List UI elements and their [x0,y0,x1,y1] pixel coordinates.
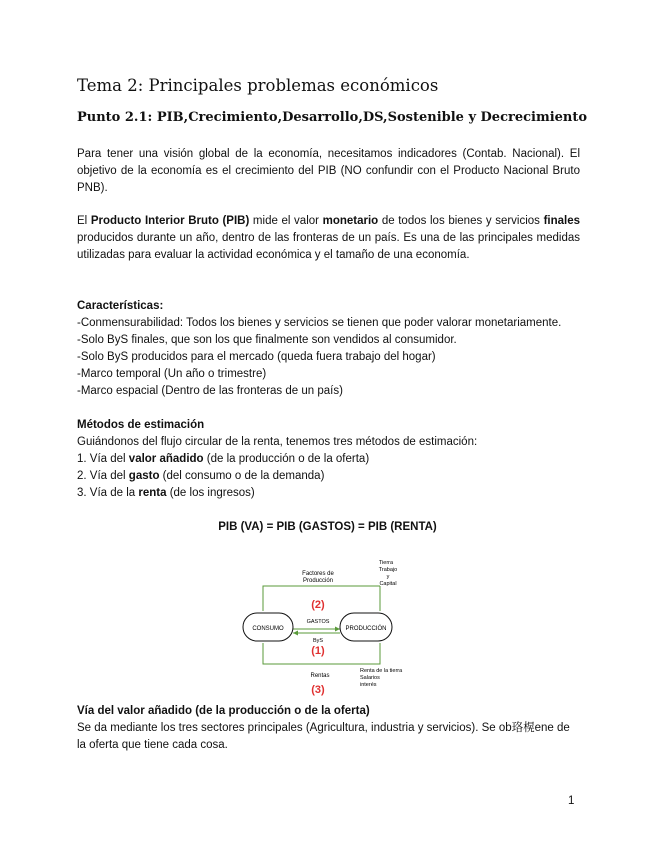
pib-bold-2: monetario [322,215,379,227]
rentas-label: Rentas [310,673,330,679]
pib-text-4: producidos durante un año, dentro de las fronteras de un país. Es una de las principales medidas utilizadas para evaluar la actividad económica y el tamaño de una economía. [77,232,580,261]
interes-label: interés [360,682,377,688]
pib-equation: PIB (VA) = PIB (GASTOS) = PIB (RENTA) [218,521,437,533]
pib-text-3: de todos los bienes y servicios [378,215,544,227]
pib-bold-1: Producto Interior Bruto (PIB) [90,215,250,227]
produccion-label: PRODUCCIÓN [345,626,387,632]
bys-label: ByS [312,638,324,644]
method-2-pre: 2. Vía del [77,470,129,482]
gastos-label: GASTOS [306,619,330,625]
page-number: 1 [568,795,575,807]
methods-heading: Métodos de estimación [77,419,205,431]
method-3-post: (de los ingresos) [166,487,255,499]
intro-paragraph: Para tener una visión global de la economía, necesitamos indicadores (Contab. Nacional). El objetivo de la economía es el crecimiento del PIB (NO confundir con el Producto Nacional Bruto PNB). [77,148,580,194]
tierra-label: Tierra [378,560,394,566]
capital-label: Capital [379,581,397,587]
arrowhead-icon [293,631,298,636]
y-label: y [386,574,390,580]
pib-definition-paragraph [77,213,580,264]
va-section-text: Se da mediante los tres sectores principales (Agricultura, industria y servicios). Se ob珞榥ene de la oferta que tiene cada cosa. [77,722,570,751]
characteristic-item: -Marco espacial (Dentro de las fronteras de un país) [77,385,343,397]
pib-bold-3: finales [543,215,580,227]
factores-label: Factores de [302,571,334,577]
page-title: Tema 2: Principales problemas económicos [77,76,439,95]
salarios-label: Salarios [360,675,380,681]
method-3-bold: renta [138,487,167,499]
method-1-post: (de la producción o de la oferta) [203,453,370,465]
characteristic-item: -Solo ByS producidos para el mercado (queda fuera trabajo del hogar) [77,351,436,363]
renta-tierra-label: Renta de la tierra [360,668,403,674]
method-1-bold: valor añadido [128,453,204,465]
method-2-bold: gasto [128,470,160,482]
characteristic-item: -Solo ByS finales, que son los que finalmente son vendidos al consumidor. [77,334,457,346]
method-3-pre: 3. Vía de la [77,487,139,499]
methods-intro: Guiándonos del flujo circular de la renta, tenemos tres métodos de estimación: [77,436,478,448]
pib-text-1: El [77,215,91,227]
marker-1: (1) [311,645,325,657]
va-section-heading: Vía del valor añadido (de la producción o de la oferta) [77,705,370,717]
characteristics-heading: Características: [77,300,164,312]
method-item-2 [77,468,324,485]
marker-2: (2) [311,599,325,611]
method-1-pre: 1. Vía del [77,453,129,465]
characteristic-item: -Conmensurabilidad: Todos los bienes y servicios se tienen que poder valorar monetariamente. [77,317,562,329]
method-2-post: (del consumo o de la demanda) [159,470,325,482]
characteristic-item: -Marco temporal (Un año o trimestre) [77,368,267,380]
factores-label-2: Producción [302,578,334,584]
method-item-3 [77,485,255,502]
consumo-label: CONSUMO [252,626,284,632]
circular-flow-diagram [238,553,438,698]
trabajo-label: Trabajo [378,567,398,573]
pib-text-2: mide el valor [249,215,323,227]
marker-3: (3) [311,684,325,696]
arrowhead-icon [335,627,340,632]
method-item-1 [77,451,369,468]
section-subtitle: Punto 2.1: PIB,Crecimiento,Desarrollo,DS,Sostenible y Decrecimiento [77,110,588,125]
